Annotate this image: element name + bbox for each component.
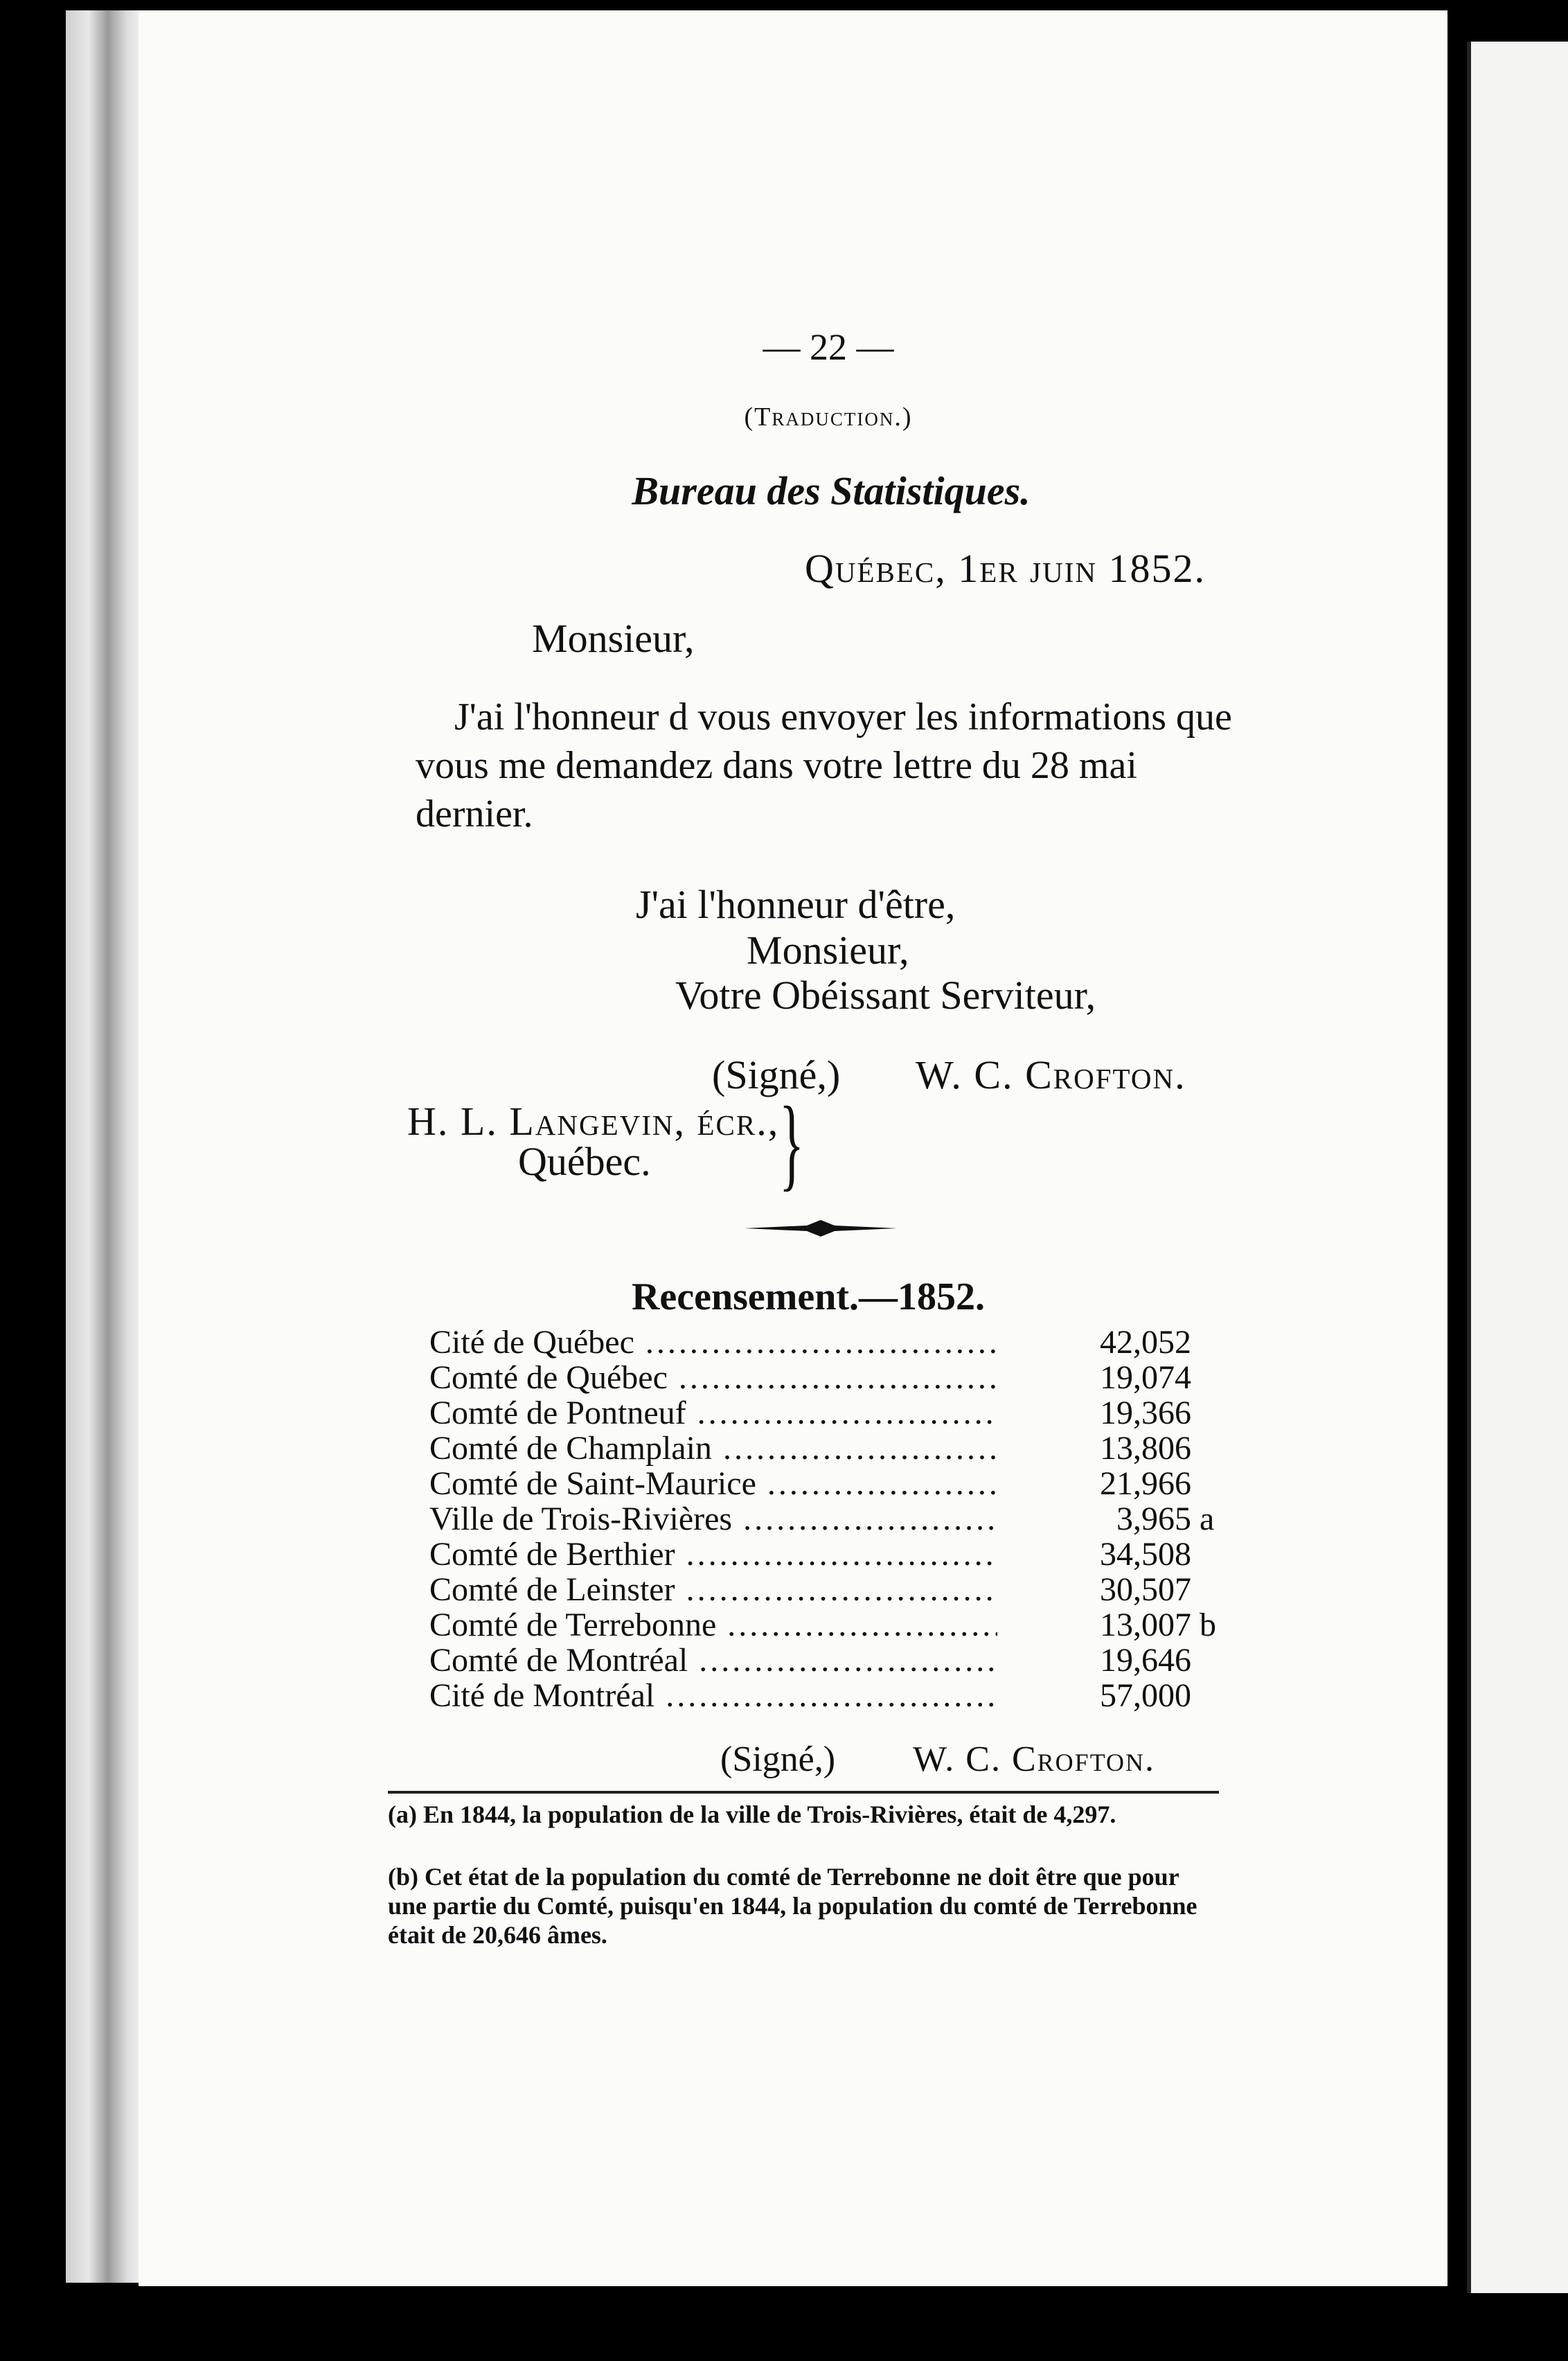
census-row [429,1607,1216,1643]
row-label: Comté de Berthier ..... [429,1537,997,1572]
footnote-b: (b) Cet état de la population du comté de Terrebonne ne doit être que pour une partie du Comté, puisqu'en 1844, la population du comté de Terrebonne était de 20,646 âmes. [388,1863,1197,1949]
salutation: Monsieur, [532,616,695,661]
census-table [429,1324,1216,1714]
census-signatory: W. C. Crofton. [913,1740,1156,1779]
row-label: Comté de Champlain ..... [429,1431,997,1466]
row-value: 13,007 [1100,1607,1191,1643]
row-label: Comté de Pontneuf ..... [429,1395,997,1431]
census-title: Recensement.—1852. [631,1275,986,1318]
facing-page-edge [1467,42,1568,2293]
census-row [429,1537,1212,1572]
row-label: Cité de Montréal ..... [429,1678,997,1713]
footnote-rule [388,1791,1219,1794]
row-value: 34,508 [1100,1536,1191,1573]
closing-line-2: Monsieur, [747,928,909,973]
signed-label: (Signé,) [712,1052,841,1097]
row-value: 19,366 [1100,1395,1191,1431]
census-row [429,1501,1215,1537]
translation-note: (Traduction.) [744,403,913,432]
census-row [429,1395,1212,1431]
census-row [429,1431,1212,1466]
census-row [429,1360,1212,1395]
row-value: 19,074 [1100,1359,1191,1396]
office-heading: Bureau des Statistiques. [632,468,1031,513]
row-value: 21,966 [1100,1465,1191,1502]
census-row [429,1643,1212,1678]
census-row [429,1678,1212,1713]
row-label: Ville de Trois-Rivières ..... [429,1501,997,1537]
row-label: Comté de Saint-Maurice ..... [429,1466,997,1501]
row-value: 13,806 [1100,1430,1191,1467]
closing-line-3: Votre Obéissant Serviteur, [675,973,1096,1018]
census-row [429,1572,1212,1607]
letter-body [416,693,1247,838]
row-label: Comté de Québec ..... [429,1360,997,1395]
row-value: 3,965 [1116,1501,1191,1537]
census-row [429,1466,1212,1501]
addressee-name: H. L. Langevin, écr., [407,1099,780,1144]
ornament-divider [745,1217,897,1239]
census-row [429,1325,1212,1360]
letter-body-text: J'ai l'honneur d vous envoyer les informations que vous me demandez dans votre lettre du 28 mai dernier. [416,696,1232,835]
book-page-edges [66,10,142,2283]
row-note: b [1200,1607,1216,1643]
addressee-city: Québec. [518,1139,651,1184]
closing-line-1: J'ai l'honneur d'être, [636,882,956,927]
dateline: Québec, 1er juin 1852. [805,546,1206,591]
row-label: Comté de Montréal ..... [429,1643,997,1678]
census-signed-label: (Signé,) [720,1740,836,1779]
page-number: — 22 — [763,326,894,368]
row-label: Comté de Terrebonne ..... [429,1607,997,1643]
row-note: a [1200,1501,1215,1537]
footnote-a: (a) En 1844, la population de la ville de Trois-Rivières, était de 4,297. [388,1801,1116,1828]
brace-glyph: } [779,1086,804,1201]
signatory: W. C. Crofton. [916,1052,1186,1097]
row-value: 42,052 [1100,1324,1191,1361]
row-label: Comté de Leinster ..... [429,1572,997,1607]
row-value: 19,646 [1100,1642,1191,1679]
row-label: Cité de Québec ..... [429,1325,997,1360]
row-value: 57,000 [1100,1677,1191,1714]
row-value: 30,507 [1100,1571,1191,1608]
